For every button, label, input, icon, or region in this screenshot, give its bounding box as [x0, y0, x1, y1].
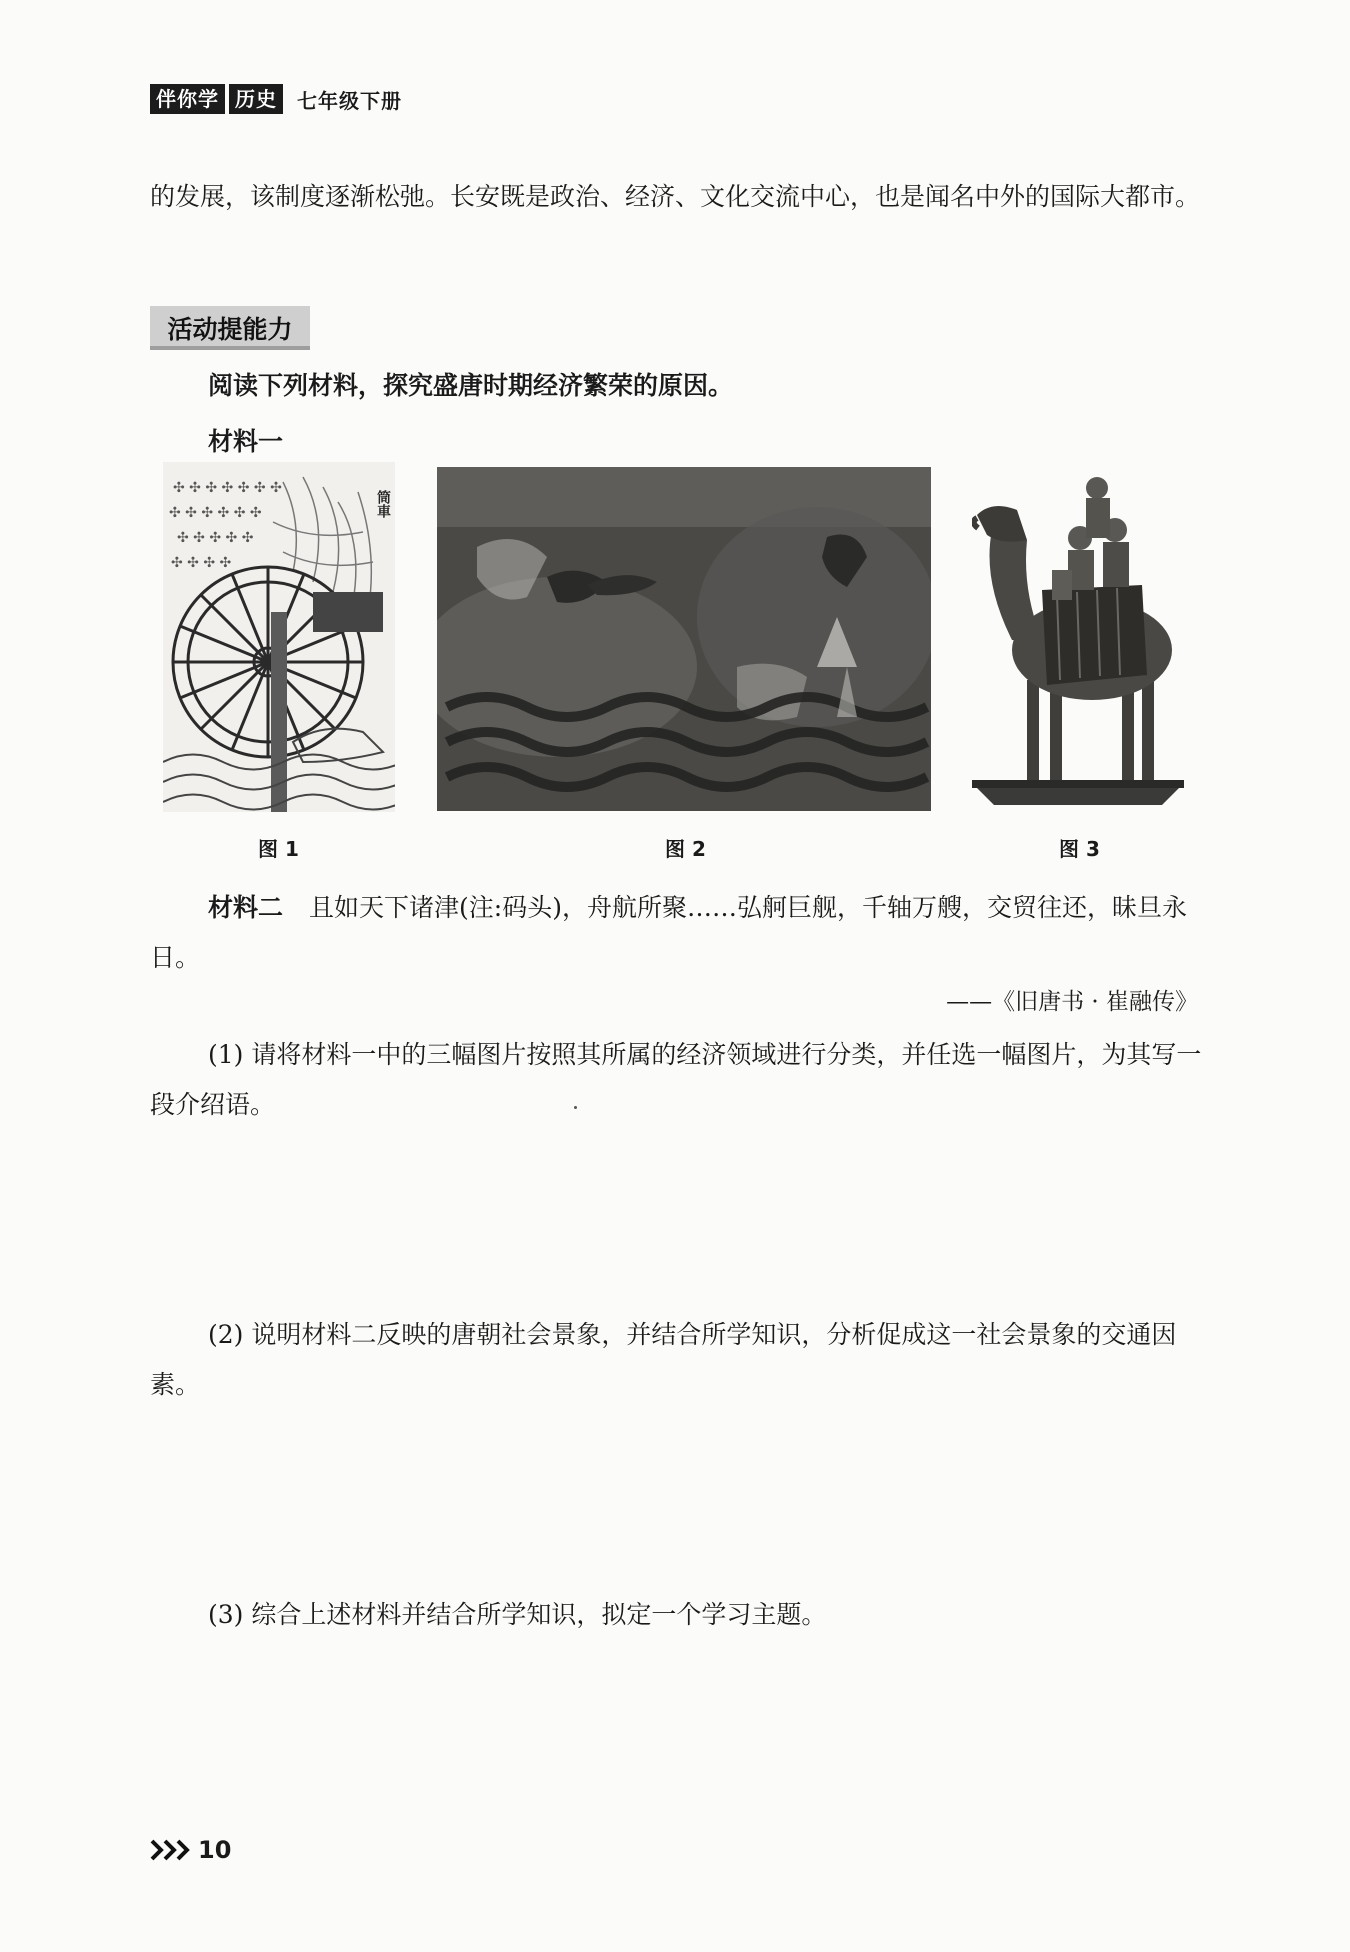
intro-paragraph: 的发展，该制度逐渐松弛。长安既是政治、经济、文化交流中心，也是闻名中外的国际大都市。 — [150, 182, 1201, 211]
question-2 — [150, 1310, 1205, 1410]
stray-dot — [574, 1106, 577, 1109]
section-title: 活动提能力 — [150, 306, 310, 350]
material2-text: 且如天下诸津(注:码头)，舟航所聚……弘舸巨舰，千轴万艘，交贸往还，昧旦永日。 — [150, 893, 1187, 972]
chevrons-icon — [150, 1838, 192, 1862]
question-2-text: (2) 说明材料二反映的唐朝社会景象，并结合所学知识，分析促成这一社会景象的交通因素。 — [150, 1320, 1177, 1399]
svg-text:✣ ✣ ✣ ✣ ✣ ✣: ✣ ✣ ✣ ✣ ✣ ✣ — [169, 505, 262, 521]
material2-label: 材料二 — [208, 893, 284, 922]
page-number: 10 — [198, 1836, 232, 1864]
figure-3-caption: 图 3 — [1059, 837, 1100, 861]
question-1 — [150, 1030, 1205, 1130]
material2-paragraph — [150, 883, 1205, 983]
task-instruction: 阅读下列材料，探究盛唐时期经济繁荣的原因。 — [208, 371, 734, 400]
figure-2-caption: 图 2 — [665, 837, 706, 861]
question-1-text: (1) 请将材料一中的三幅图片按照其所属的经济领域进行分类，并任选一幅图片，为其写一段介绍语。 — [150, 1040, 1202, 1119]
svg-text:✣ ✣ ✣ ✣ ✣: ✣ ✣ ✣ ✣ ✣ — [177, 530, 254, 546]
series-label: 伴你学 — [150, 84, 225, 114]
question-3-text: (3) 综合上述材料并结合所学知识，拟定一个学习主题。 — [208, 1600, 827, 1629]
figure-1-waterwheel-image — [163, 462, 395, 812]
grade-label: 七年级下册 — [297, 88, 402, 113]
subject-label: 历史 — [229, 84, 283, 114]
material1-label: 材料一 — [208, 427, 284, 456]
page-footer — [150, 1836, 231, 1864]
svg-text:✣ ✣ ✣ ✣: ✣ ✣ ✣ ✣ — [171, 555, 232, 571]
svg-text:✣ ✣ ✣ ✣ ✣ ✣ ✣: ✣ ✣ ✣ ✣ ✣ ✣ ✣ — [173, 480, 282, 496]
figure-1-caption: 图 1 — [258, 837, 299, 861]
figure-3-camel-figurine-image — [972, 470, 1184, 805]
material2-source: ——《旧唐书 · 崔融传》 — [946, 989, 1198, 1015]
question-3 — [150, 1590, 1205, 1640]
figure-1-inscription: 筒車 — [375, 490, 391, 518]
page-header — [150, 84, 402, 114]
figure-2-mural-image — [437, 467, 931, 811]
